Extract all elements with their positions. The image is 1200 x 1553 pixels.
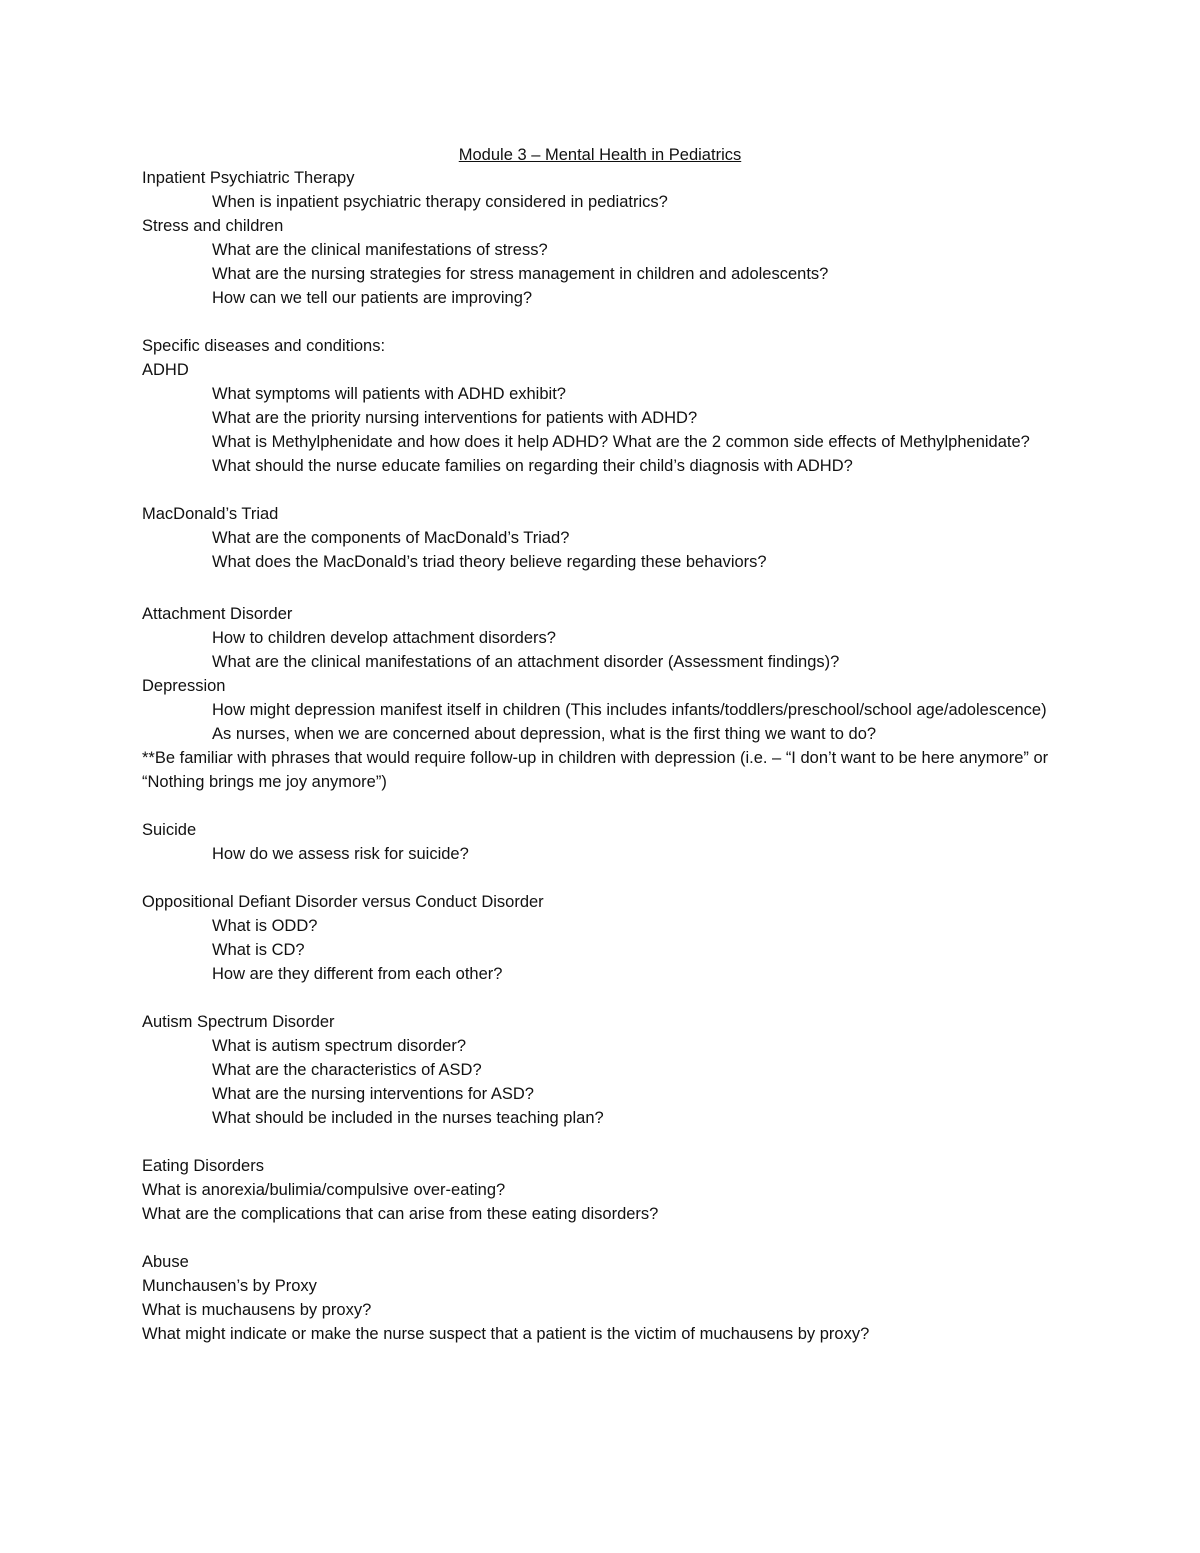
document-body [142, 166, 1062, 1346]
spacer [142, 986, 1062, 1010]
section-heading-macdonald: MacDonald’s Triad [142, 505, 279, 523]
question: What is muchausens by proxy? [142, 1301, 372, 1319]
question: What are the components of MacDonald’s Triad? [212, 529, 570, 547]
section-heading-specific: Specific diseases and conditions: [142, 337, 386, 355]
section-heading-suicide: Suicide [142, 821, 197, 839]
question: What might indicate or make the nurse suspect that a patient is the victim of muchausens by proxy? [142, 1325, 870, 1343]
spacer [142, 1130, 1062, 1154]
question: How might depression manifest itself in children (This includes infants/toddlers/preschool/school age/adolescence) [212, 701, 1047, 719]
question: What are the priority nursing interventions for patients with ADHD? [212, 409, 698, 427]
question: What are the nursing interventions for ASD? [212, 1085, 534, 1103]
question: What are the complications that can arise from these eating disorders? [142, 1205, 659, 1223]
question: When is inpatient psychiatric therapy considered in pediatrics? [212, 193, 668, 211]
question: What is autism spectrum disorder? [212, 1037, 467, 1055]
section-heading-inpatient: Inpatient Psychiatric Therapy [142, 169, 355, 187]
question: What does the MacDonald’s triad theory believe regarding these behaviors? [212, 553, 767, 571]
question: How are they different from each other? [212, 965, 503, 983]
question: What symptoms will patients with ADHD exhibit? [212, 385, 566, 403]
section-heading-odd: Oppositional Defiant Disorder versus Conduct Disorder [142, 893, 544, 911]
spacer [142, 574, 1062, 598]
question: How to children develop attachment disorders? [212, 629, 556, 647]
page-title [0, 143, 1200, 167]
question: What are the clinical manifestations of stress? [212, 241, 548, 259]
section-heading-asd: Autism Spectrum Disorder [142, 1013, 335, 1031]
question: What should the nurse educate families on regarding their child’s diagnosis with ADHD? [212, 457, 853, 475]
question: What are the characteristics of ASD? [212, 1061, 482, 1079]
spacer [142, 794, 1062, 818]
section-heading-eating: Eating Disorders [142, 1157, 264, 1175]
question: What should be included in the nurses teaching plan? [212, 1109, 604, 1127]
spacer [142, 866, 1062, 890]
depression-note: **Be familiar with phrases that would require follow-up in children with depression (i.e. – “I don’t want to be here anymore” or “Nothing brings me joy anymore”) [142, 749, 1049, 791]
question: What are the nursing strategies for stress management in children and adolescents? [212, 265, 829, 283]
question: What is ODD? [212, 917, 318, 935]
question: How can we tell our patients are improving? [212, 289, 533, 307]
subheading-munchausen: Munchausen’s by Proxy [142, 1277, 317, 1295]
question: As nurses, when we are concerned about depression, what is the first thing we want to do? [212, 725, 877, 743]
spacer [142, 478, 1062, 502]
section-heading-stress: Stress and children [142, 217, 284, 235]
spacer [142, 310, 1062, 334]
section-heading-abuse: Abuse [142, 1253, 189, 1271]
question: How do we assess risk for suicide? [212, 845, 469, 863]
question: What are the clinical manifestations of an attachment disorder (Assessment findings)? [212, 653, 840, 671]
question: What is anorexia/bulimia/compulsive over-eating? [142, 1181, 506, 1199]
section-heading-adhd: ADHD [142, 361, 189, 379]
spacer [142, 1226, 1062, 1250]
section-heading-attachment: Attachment Disorder [142, 605, 293, 623]
question: What is Methylphenidate and how does it help ADHD? What are the 2 common side effects of Methylphenidate? [212, 433, 1030, 451]
page-title-text: Module 3 – Mental Health in Pediatrics [458, 146, 742, 164]
section-heading-depression: Depression [142, 677, 226, 695]
question: What is CD? [212, 941, 305, 959]
